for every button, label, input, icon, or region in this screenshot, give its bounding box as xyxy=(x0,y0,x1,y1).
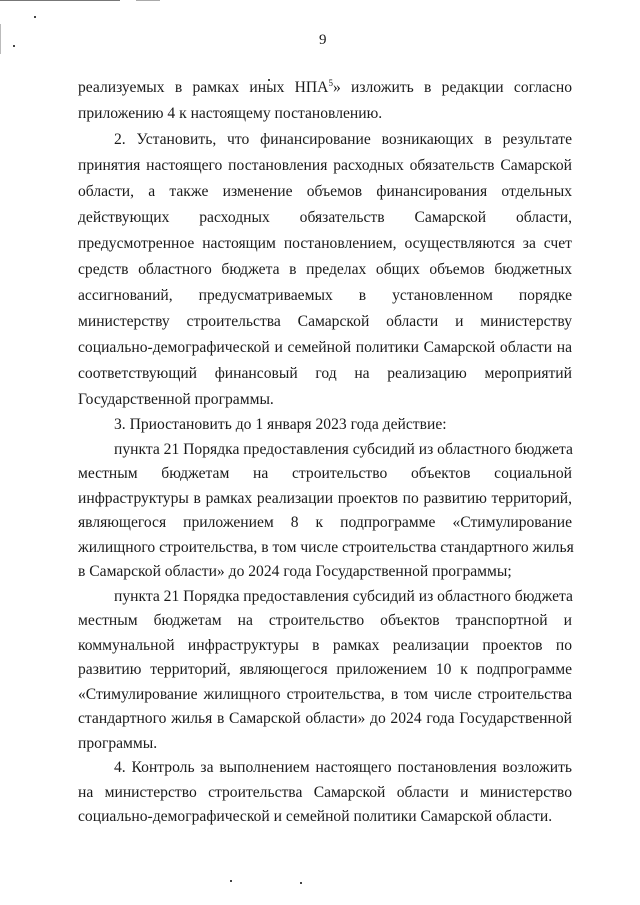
paragraph-5-start: пункта 21 Порядка предоставления субсидий из областного бюджета xyxy=(114,587,573,605)
text-line: предусмотренное настоящим постановлением, осуществляются за счет xyxy=(78,235,572,252)
paragraph-2-start: 2. Установить, что финансирование возникающих в результате xyxy=(114,131,572,148)
scan-margin-line xyxy=(0,24,1,54)
text-line: местным бюджетам на строительство объектов социальной xyxy=(78,465,572,482)
text-line: на министерство строительства Самарской области и министерство xyxy=(78,783,572,801)
scan-edge xyxy=(0,0,120,1)
text-line: в Самарской области» до 2024 года Государственной программы; xyxy=(78,563,512,580)
scan-speck xyxy=(13,45,15,47)
text-line: социально-демографической и семейной политики Самарской области. xyxy=(78,808,553,825)
footnote-ref: 5 xyxy=(328,77,333,88)
text-line: коммунальной инфраструктуры в рамках реализации проектов по xyxy=(78,636,572,654)
text-line: министерству строительства Самарской области и министерству xyxy=(78,313,572,330)
text-line: инфраструктуры в рамках реализации проектов по развитию территорий, xyxy=(78,489,572,507)
scan-edge xyxy=(136,0,160,1)
text-line: «Стимулирование жилищного строительства, в том числе строительства xyxy=(78,685,572,703)
paragraph-6-start: 4. Контроль за выполнением настоящего постановления возложить xyxy=(114,759,572,776)
text-line: Государственной программы. xyxy=(78,391,274,408)
text-line: приложению 4 к настоящему постановлению. xyxy=(78,105,383,122)
scan-speck xyxy=(34,16,36,18)
text-line: жилищного строительства, в том числе строительства стандартного жилья xyxy=(78,538,574,556)
text-line: средств областного бюджета в пределах общих объемов бюджетных xyxy=(78,261,572,278)
text-line: области, а также изменение объемов финансирования отдельных xyxy=(78,183,572,200)
paragraph-3: 3. Приостановить до 1 января 2023 года действие: xyxy=(114,416,447,433)
text-line: реализуемых в рамках иных НПА$^5$» изложить в редакции согласно xyxy=(78,77,572,96)
text-line: являющегося приложением 8 к подпрограмме «Стимулирование xyxy=(78,514,572,531)
scan-speck xyxy=(230,880,232,882)
text-line: местным бюджетам на строительство объектов транспортной и xyxy=(78,612,572,629)
text-block-2 xyxy=(78,413,572,830)
text-line: социально-демографической и семейной политики Самарской области на xyxy=(78,339,572,356)
scan-speck xyxy=(300,882,302,884)
text-line: действующих расходных обязательств Самарской области, xyxy=(78,209,572,226)
page-number: 9 xyxy=(319,32,327,48)
text-line: развитию территорий, являющегося приложением 10 к подпрограмме xyxy=(78,661,572,678)
text-block-1 xyxy=(78,75,572,413)
text-line: стандартного жилья в Самарской области» до 2024 года Государственной xyxy=(78,710,572,727)
text-line: принятия настоящего постановления расходных обязательств Самарской xyxy=(78,157,572,174)
text-line: соответствующий финансовый год на реализацию мероприятий xyxy=(78,365,572,382)
text-line: ассигнований, предусматриваемых в установленном порядке xyxy=(78,287,572,304)
text-line: программы. xyxy=(78,734,158,752)
paragraph-4-start: пункта 21 Порядка предоставления субсидий из областного бюджета xyxy=(114,440,573,458)
